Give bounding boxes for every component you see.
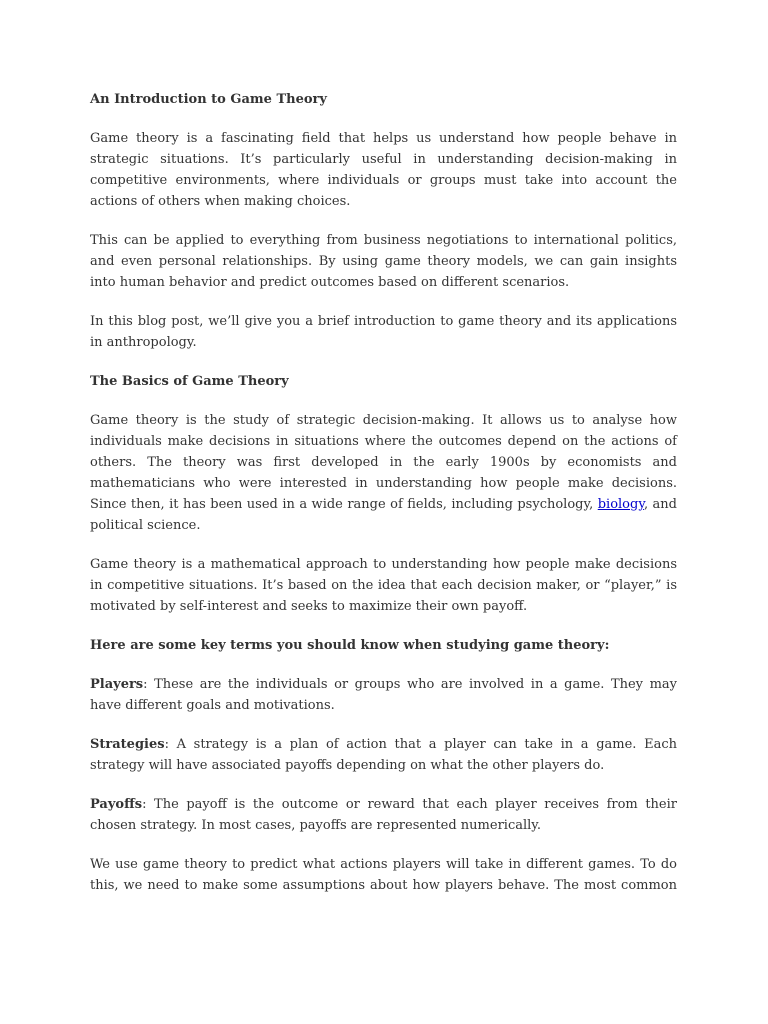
term-label-players: Players: [90, 677, 144, 692]
term-strategies: [90, 734, 677, 776]
intro-paragraph-2: This can be applied to everything from business negotiations to international politics, and even personal relationships. By using game theory models, we can gain insights into human behavior and predict outcomes based on different scenarios.: [90, 233, 677, 290]
basics-paragraph-1: [90, 410, 677, 536]
term-definition-strategies: : A strategy is a plan of action that a player can take in a game. Each strategy will have associated payoffs depending on what the other players do.: [90, 737, 677, 773]
basics-text-before-link: Game theory is the study of strategic decision-making. It allows us to analyse how individuals make decisions in situations where the outcomes depend on the actions of others. The theory was first developed in the early 1900s by economists and mathematicians who were interested in understanding how people make decisions. Since then, it has been used in a wide range of fields, including psychology,: [90, 413, 677, 512]
basics-heading: The Basics of Game Theory: [90, 374, 289, 389]
basics-text-after-link: , and political science.: [90, 497, 678, 533]
article-title: An Introduction to Game Theory: [90, 92, 327, 107]
biology-link[interactable]: biology: [597, 497, 644, 512]
article: [90, 89, 677, 896]
term-payoffs: [90, 794, 677, 836]
term-definition-payoffs: : The payoff is the outcome or reward that each player receives from their chosen strategy. In most cases, payoffs are represented numerically.: [90, 797, 677, 833]
term-players: [90, 674, 677, 716]
closing-paragraph: We use game theory to predict what actions players will take in different games. To do this, we need to make some assumptions about how players behave. The most common: [90, 857, 677, 893]
intro-paragraph-1: Game theory is a fascinating field that helps us understand how people behave in strategic situations. It’s particularly useful in understanding decision-making in competitive environments, where individuals or groups must take into account the actions of others when making choices.: [90, 131, 677, 209]
term-definition-players: : These are the individuals or groups who are involved in a game. They may have different goals and motivations.: [90, 677, 677, 713]
term-label-payoffs: Payoffs: [90, 797, 143, 812]
basics-paragraph-2: Game theory is a mathematical approach to understanding how people make decisions in competitive situations. It’s based on the idea that each decision maker, or “player,” is motivated by self-interest and seeks to maximize their own payoff.: [90, 557, 677, 614]
intro-paragraph-3: In this blog post, we’ll give you a brief introduction to game theory and its applications in anthropology.: [90, 314, 677, 350]
key-terms-heading: Here are some key terms you should know when studying game theory:: [90, 638, 610, 653]
term-label-strategies: Strategies: [90, 737, 165, 752]
